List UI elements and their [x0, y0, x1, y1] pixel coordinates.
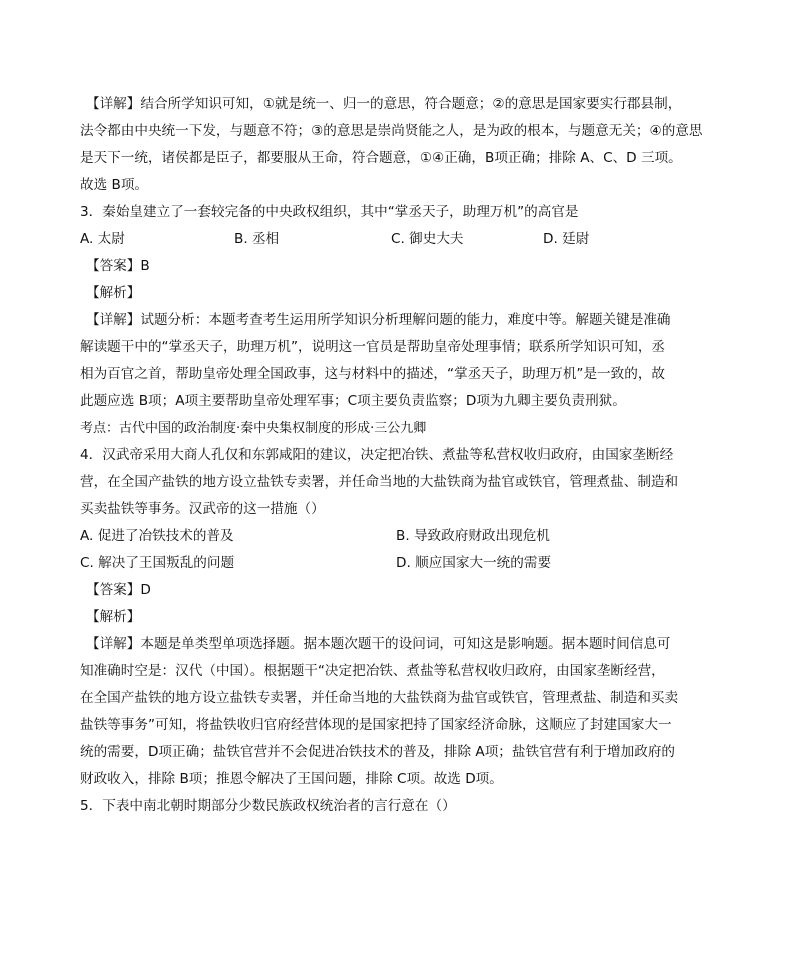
q4-detail-line: 财政收入，排除 B项；推恩令解决了王国问题，排除 C项。故选 D项。	[80, 771, 503, 787]
q3-question: 3．秦始皇建立了一套较完备的中央政权组织，其中“掌丞天子，助理万机”的高官是	[80, 204, 579, 220]
q2-detail-line: 是天下一统，诸侯都是臣子，都要服从王命，符合题意，①④正确，B项正确；排除 A、C、D 三项。	[80, 150, 682, 166]
q3-detail-line: 解读题干中的“掌丞天子，助理万机”，说明这一官员是帮助皇帝处理事情；联系所学知识可知，丞	[80, 339, 666, 355]
q4-question-line: 买卖盐铁等事务。汉武帝的这一措施（）	[80, 501, 325, 517]
q4-detail-line: 统的需要，D项正确；盐铁官营并不会促进冶铁技术的普及，排除 A项；盐铁官营有利于增加政府的	[80, 744, 676, 760]
q3-answer: 【答案】B	[86, 258, 150, 274]
q3-option-d: D. 廷尉	[543, 231, 590, 247]
q4-options-row	[80, 550, 716, 577]
q4-answer: 【答案】D	[86, 582, 151, 598]
q4-detail-line: 盐铁等事务”可知，将盐铁收归官府经营体现的是国家把持了国家经济命脉，这顺应了封建国家大一	[80, 717, 672, 733]
q4-analysis-label: 【解析】	[86, 609, 141, 625]
document-page	[80, 91, 716, 820]
question-3	[80, 199, 716, 442]
q3-detail-line: 【详解】试题分析：本题考查考生运用所学知识分析理解问题的能力，难度中等。解题关键是准确	[86, 312, 671, 328]
q3-option-b: B. 丞相	[234, 231, 280, 247]
q2-detail-line: 法令都由中央统一下发，与题意不符；③的意思是崇尚贤能之人，是为政的根本，与题意无关；④的意思	[80, 123, 703, 139]
q4-detail-line: 知准确时空是：汉代（中国）。根据题干“决定把冶铁、煮盐等私营权收归政府，由国家垄断经营，	[80, 663, 665, 679]
q2-detail-line: 【详解】结合所学知识可知，①就是统一、归一的意思，符合题意；②的意思是国家要实行郡县制，	[86, 96, 682, 112]
q3-options	[80, 226, 716, 253]
q4-option-b: B. 导致政府财政出现危机	[396, 528, 550, 544]
q4-detail-line: 【详解】本题是单类型单项选择题。据本题次题干的设问词，可知这是影响题。据本题时间信息可	[86, 636, 671, 652]
q3-detail-line: 此题应选 B项；A项主要帮助皇帝处理军事；C项主要负责监察；D项为九卿主要负责刑狱。	[80, 393, 626, 409]
q3-option-a: A. 太尉	[80, 231, 125, 247]
q2-detail	[80, 91, 716, 199]
q3-detail-line: 相为百官之首，帮助皇帝处理全国政事，这与材料中的描述，“掌丞天子，助理万机”是一致的，故	[80, 366, 666, 382]
q3-point: 考点：古代中国的政治制度·秦中央集权制度的形成·三公九卿	[80, 421, 427, 436]
q2-detail-line: 故选 B项。	[80, 177, 149, 193]
q4-option-a: A. 促进了冶铁技术的普及	[80, 528, 234, 544]
q4-options-row	[80, 523, 716, 550]
q4-option-d: D. 顺应国家大一统的需要	[396, 555, 552, 571]
q3-option-c: C. 御史大夫	[391, 231, 464, 247]
question-4	[80, 442, 716, 793]
q4-option-c: C. 解决了王国叛乱的问题	[80, 555, 235, 571]
q4-question-line: 营，在全国产盐铁的地方设立盐铁专卖署，并任命当地的大盐铁商为盐官或铁官，管理煮盐、制造和	[80, 474, 679, 490]
question-5	[80, 793, 716, 820]
q3-analysis-label: 【解析】	[86, 285, 141, 301]
q4-detail-line: 在全国产盐铁的地方设立盐铁专卖署，并任命当地的大盐铁商为盐官或铁官，管理煮盐、制造和买卖	[80, 690, 679, 706]
q5-question: 5．下表中南北朝时期部分少数民族政权统治者的言行意在（）	[80, 798, 456, 814]
q4-question-line: 4．汉武帝采用大商人孔仅和东郭咸阳的建议，决定把冶铁、煮盐等私营权收归政府，由国家垄断经	[80, 447, 674, 463]
